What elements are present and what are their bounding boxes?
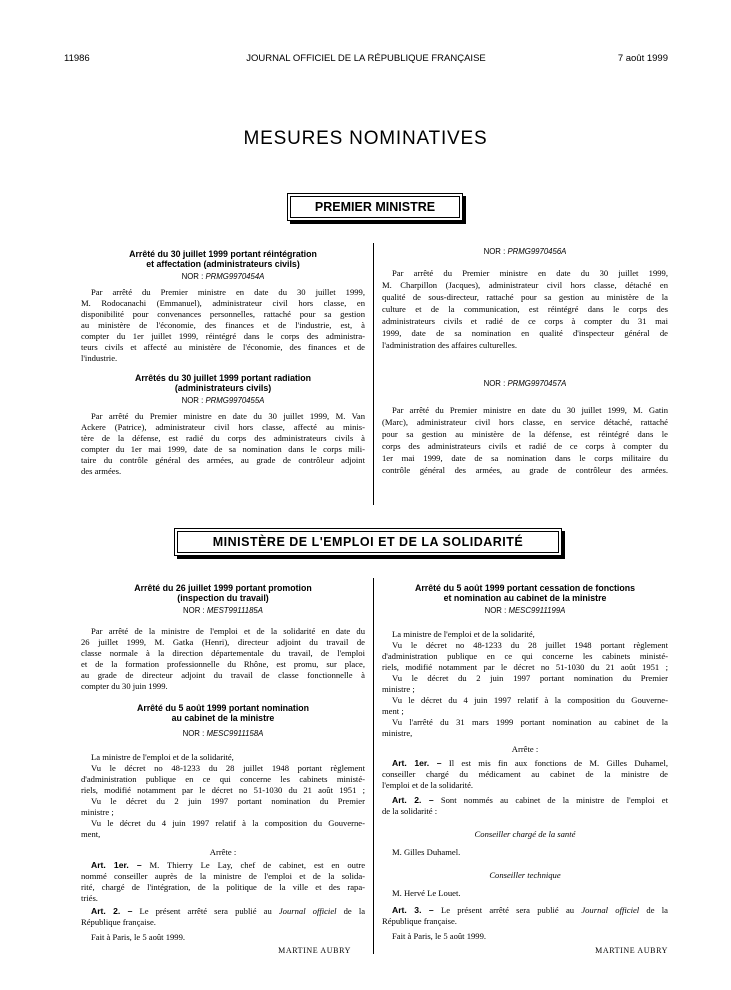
- main-title: MESURES NOMINATIVES: [243, 128, 488, 149]
- nor-reference: [382, 378, 668, 389]
- article-text: de la: [343, 906, 365, 916]
- nor-code: PRMG9970455A: [205, 396, 265, 405]
- journal-officiel-text: Journal officiel: [278, 906, 337, 916]
- article-label: Art. 3. –: [392, 905, 434, 915]
- nor-code: PRMG9970456A: [507, 247, 567, 256]
- text-line: Par arrêté de la ministre de l'emploi et de la solidarité en date du: [91, 626, 365, 636]
- article-label: Art. 2. –: [392, 795, 434, 805]
- text-line: tère de la défense, est radié du corps des administrateurs civils à: [81, 433, 365, 443]
- nor-label: NOR :: [483, 247, 506, 256]
- text-line: ment,: [81, 829, 101, 839]
- done-at-line: Fait à Paris, le 5 août 1999.: [91, 932, 186, 942]
- role-title: Conseiller chargé de la santé: [474, 829, 576, 839]
- text-line: culture et de la communication, est réintégré dans le corps des: [382, 304, 668, 314]
- appointee-name: M. Hervé Le Louet.: [392, 888, 461, 898]
- issue-date: 7 août 1999: [617, 53, 668, 64]
- article-label: Art. 1er. –: [392, 758, 442, 768]
- text-line: de la solidarité :: [382, 806, 438, 816]
- nor-reference: [81, 271, 365, 282]
- article-text: Il est mis fin aux fonctions de M. Gilles Duhamel,: [448, 758, 668, 768]
- nor-code: PRMG9970454A: [205, 272, 265, 281]
- nor-reference: [81, 728, 365, 739]
- text-line: rité, chargé de l'intégration, de la politique de la ville et des rapa-: [81, 882, 365, 892]
- text-line: riels, modifié notamment par le décret no 51-1030 du 21 août 1951 ;: [382, 662, 668, 672]
- page-number: 11986: [64, 53, 90, 64]
- text-line: République française.: [81, 917, 156, 927]
- signature: MARTINE AUBRY: [278, 946, 351, 955]
- text-line: ministre,: [382, 728, 413, 738]
- text-line: [382, 758, 668, 769]
- text-line: compter du 1er mai 1999, date de sa nomination dans le corps mili-: [81, 444, 365, 454]
- text-line: nommé conseiller auprès de la ministre de l'emploi et de la solida-: [81, 871, 365, 881]
- nor-reference: [81, 605, 365, 616]
- appointee-name: M. Gilles Duhamel.: [392, 847, 461, 857]
- text-line: 1999, date de sa nomination en qualité d'inspecteur général de: [382, 328, 668, 338]
- text-line: M. Charpillon (Jacques), administrateur civil hors classe, détaché en: [382, 280, 668, 290]
- text-line: compter du 1er juillet 1999, réintégré dans le corps des administra-: [81, 331, 365, 341]
- text-line: La ministre de l'emploi et de la solidarité,: [91, 752, 234, 762]
- text-line: Vu le décret du 2 juin 1997 portant nomination du Premier: [392, 673, 668, 683]
- nor-reference: [382, 246, 668, 257]
- text-line: Vu le décret du 4 juin 1997 relatif à la composition du Gouverne-: [91, 818, 365, 828]
- text-line: Vu le décret no 48-1233 du 28 juillet 1948 portant règlement: [91, 763, 365, 773]
- arrete-title: Arrêté du 26 juillet 1999 portant promotion: [134, 583, 312, 593]
- arrete-title: au cabinet de la ministre: [171, 713, 275, 723]
- column-divider: [373, 243, 374, 505]
- signature: MARTINE AUBRY: [595, 946, 668, 955]
- nor-label: NOR :: [182, 729, 205, 738]
- arrete-title: (inspection du travail): [177, 593, 269, 603]
- page-header: [64, 53, 668, 67]
- text-line: au grade de directeur adjoint du travail de classe fonctionnelle à: [81, 670, 365, 680]
- text-line: Vu le décret no 48-1233 du 28 juillet 1948 portant règlement: [392, 640, 668, 650]
- done-at-line: Fait à Paris, le 5 août 1999.: [392, 931, 487, 941]
- text-line: taire du contrôle général des armées, au grade de contrôleur adjoint: [81, 455, 365, 465]
- article-label: Art. 1er. –: [91, 860, 142, 870]
- article-label: Art. 2. –: [91, 906, 133, 916]
- text-line: au ministère de l'économie, des finances et de l'industrie, est, à: [81, 320, 365, 330]
- text-line: La ministre de l'emploi et de la solidarité,: [392, 629, 535, 639]
- text-line: [382, 905, 668, 916]
- nor-code: PRMG9970457A: [507, 379, 567, 388]
- text-line: M. Rodocanachi (Emmanuel), administrateur civil hors classe, en: [81, 298, 365, 308]
- arrete-word: Arrête :: [511, 744, 539, 754]
- column-divider: [373, 578, 374, 954]
- text-line: corps des administrateurs civils et radié de ce corps à compter du: [382, 441, 668, 451]
- arrete-title: Arrêté du 30 juillet 1999 portant réintégration: [129, 249, 317, 259]
- text-line: triés.: [81, 893, 98, 903]
- text-line: ment ;: [382, 706, 404, 716]
- section-title-premier-ministre: [287, 193, 463, 221]
- nor-code: MESC9911158A: [206, 729, 264, 738]
- text-line: [81, 906, 365, 917]
- arrete-title: et nomination au cabinet de la ministre: [443, 593, 607, 603]
- nor-code: MEST9911185A: [206, 606, 263, 615]
- arrete-title: Arrêté du 5 août 1999 portant cessation de fonctions: [415, 583, 635, 593]
- text-line: Par arrêté du Premier ministre en date du 30 juillet 1999, M. Gatin: [392, 405, 668, 415]
- nor-label: NOR :: [181, 272, 204, 281]
- text-line: Vu le décret du 2 juin 1997 portant nomination du Premier: [91, 796, 365, 806]
- text-line: administrateurs civils et radié de ce corps à compter du 31 mai: [382, 316, 668, 326]
- nor-label: NOR :: [183, 606, 205, 615]
- text-line: Ackere (Patrice), administrateur civil hors classe, affecté au minis-: [81, 422, 365, 432]
- article-text: M. Thierry Le Lay, chef de cabinet, est en outre: [149, 860, 365, 870]
- text-line: ministre ;: [382, 684, 415, 694]
- arrete-title: Arrêté du 5 août 1999 portant nomination: [136, 703, 310, 713]
- text-line: Par arrêté du Premier ministre en date du 30 juillet 1999,: [91, 287, 365, 297]
- text-line: riels, modifié notamment par le décret no 51-1030 du 21 août 1951 ;: [81, 785, 365, 795]
- section-title-text: MINISTÈRE DE L'EMPLOI ET DE LA SOLIDARITÉ: [177, 531, 559, 553]
- text-line: l'emploi et de la solidarité.: [382, 780, 474, 790]
- journal-title: JOURNAL OFFICIEL DE LA RÉPUBLIQUE FRANÇAISE: [246, 53, 486, 64]
- journal-officiel-text: Journal officiel: [581, 905, 640, 915]
- text-line: l'administration des affaires culturelles.: [382, 340, 518, 350]
- arrete-title: (administrateurs civils): [174, 383, 272, 393]
- text-line: d'administration publique en ce qui concerne les cabinets ministé-: [81, 774, 365, 784]
- text-line: [382, 795, 668, 806]
- text-line: 1er mai 1999, date de sa nomination dans le corps militaire du: [382, 453, 668, 463]
- text-line: contrôle général des armées, au grade de contrôleur des armées.: [382, 465, 668, 475]
- arrete-title: Arrêtés du 30 juillet 1999 portant radiation: [135, 373, 311, 383]
- section-title-text: PREMIER MINISTRE: [290, 196, 460, 218]
- nor-label: NOR :: [484, 606, 507, 615]
- text-line: République française.: [382, 916, 457, 926]
- nor-label: NOR :: [181, 396, 204, 405]
- text-line: qualité de sous-directeur, rattaché pour sa gestion au ministère de la: [382, 292, 668, 302]
- text-line: 26 juillet 1999, M. Gatka (Henri), directeur adjoint du travail de: [81, 637, 365, 647]
- text-line: l'industrie.: [81, 353, 118, 363]
- text-line: [81, 860, 365, 871]
- text-line: classe normale à la direction départementale du travail, de l'emploi: [81, 648, 365, 658]
- text-line: Vu l'arrêté du 31 mars 1999 portant nomination au cabinet de la: [392, 717, 668, 727]
- section-title-ministere-emploi: [174, 528, 562, 556]
- arrete-word: Arrête :: [209, 847, 237, 857]
- text-line: compter du 30 juin 1999.: [81, 681, 168, 691]
- text-line: pour sa gestion au ministère de la défense, est réintégré dans le: [382, 429, 668, 439]
- article-text: Sont nommés au cabinet de la ministre de l'emploi et: [440, 795, 668, 805]
- text-line: des armées.: [81, 466, 122, 476]
- article-text: Le présent arrêté sera publié au: [440, 905, 575, 915]
- text-line: et de la formation professionnelle du Rhône, est promu, sur place,: [81, 659, 365, 669]
- text-line: Par arrêté du Premier ministre en date du 30 juillet 1999,: [392, 268, 668, 278]
- article-text: Le présent arrêté sera publié au: [139, 906, 272, 916]
- text-line: conseiller chargé du médicament au cabinet de la ministre de: [382, 769, 668, 779]
- text-line: Vu le décret du 4 juin 1997 relatif à la composition du Gouverne-: [392, 695, 668, 705]
- text-line: d'administration publique en ce qui concerne les cabinets ministé-: [382, 651, 668, 661]
- nor-label: NOR :: [483, 379, 506, 388]
- nor-code: MESC9911199A: [508, 606, 566, 615]
- text-line: ministre ;: [81, 807, 114, 817]
- article-text: de la: [646, 905, 668, 915]
- text-line: disponibilité pour convenances personnelles, rattaché pour sa gestion: [81, 309, 365, 319]
- text-line: teurs civils et affecté au ministère de l'économie, des finances et de: [81, 342, 365, 352]
- text-line: Par arrêté du Premier ministre en date du 30 juillet 1999, M. Van: [91, 411, 365, 421]
- role-title: Conseiller technique: [489, 870, 561, 880]
- nor-reference: [382, 605, 668, 616]
- arrete-title: et affectation (administrateurs civils): [146, 259, 300, 269]
- text-line: (Marc), administrateur civil hors classe, en service détaché, rattaché: [382, 417, 668, 427]
- nor-reference: [81, 395, 365, 406]
